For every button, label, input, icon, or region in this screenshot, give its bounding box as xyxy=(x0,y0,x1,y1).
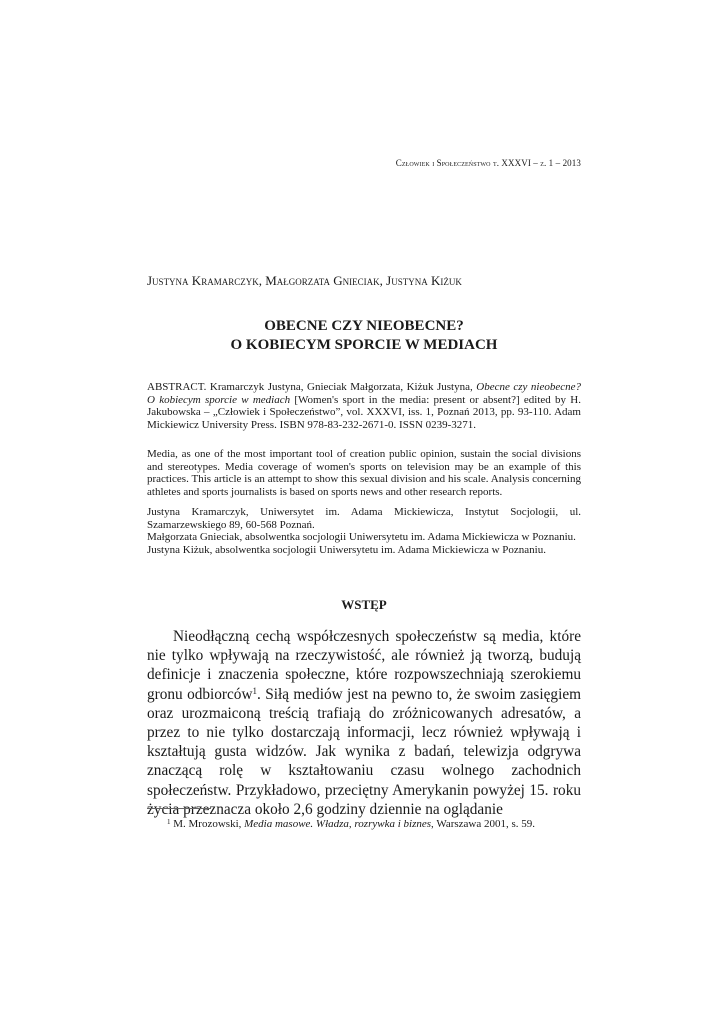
body-text xyxy=(147,627,581,819)
body-part-1: Nieodłączną cechą współczesnych społeczeństw są media, które nie tylko wpływają na rzeczywistość, ale również ją tworzą, budują definicje i znaczenia społeczne, które rozpowszechniają szerokiemu gronu odbiorców xyxy=(147,628,581,703)
abstract-lead: ABSTRACT. Kramarczyk Justyna, Gnieciak Małgorzata, Kiżuk Justyna, xyxy=(147,381,473,393)
footnote-rest: , Warszawa 2001, s. 59. xyxy=(431,818,536,830)
footnote xyxy=(167,818,535,830)
title-line-1: OBECNE CZY NIEOBECNE? xyxy=(264,318,464,334)
footnote-divider xyxy=(147,808,211,809)
authors: Justyna Kramarczyk, Małgorzata Gnieciak, Justyna Kiżuk xyxy=(147,273,462,288)
section-heading: WSTĘP xyxy=(341,597,387,612)
footnote-title: Media masowe. Władza, rozrywka i biznes xyxy=(244,818,432,830)
affiliation-1: Justyna Kramarczyk, Uniwersytet im. Adama Mickiewicza, Instytut Socjologii, ul. Szamarzewskiego 89, 60-568 Poznań. xyxy=(147,506,581,531)
summary-text: Media, as one of the most important tool of creation public opinion, sustain the social divisions and stereotypes. Media coverage of women's sports on television may be an example of this practices. This article is an attempt to show this sexual division and his scale. Analysis concerning athletes and sports journalists is based on sports news and other research reports. xyxy=(147,448,581,498)
article-title xyxy=(147,317,581,355)
footnote-number: 1 xyxy=(167,818,171,826)
body-part-2: . Siłą mediów jest na pewno to, że swoim zasięgiem oraz urozmaiconą treścią trafiają do zróżnicowanych adresatów, a przez to nie tylko dostarczają informacji, lecz również wpływają i kształtują gusta widzów. Jak wynika z badań, telewizja odgrywa znaczącą rolę w kształtowaniu czasu wolnego zachodnich społeczeństw. Przykładowo, przeciętny Amerykanin powyżej 15. roku życia przeznacza około 2,6 godziny dziennie na oglądanie xyxy=(147,685,582,818)
abstract xyxy=(147,381,581,431)
affiliation-3: Justyna Kiżuk, absolwentka socjologii Uniwersytetu im. Adama Mickiewicza w Poznaniu. xyxy=(147,543,546,556)
title-line-2: O KOBIECYM SPORCIE W MEDIACH xyxy=(230,337,498,353)
footnote-author: M. Mrozowski, xyxy=(173,818,242,830)
footnote-ref[interactable]: 1 xyxy=(252,685,257,696)
running-head: Człowiek i Społeczeństwo t. XXXVI – z. 1 – 2013 xyxy=(395,158,581,168)
affiliation-2: Małgorzata Gnieciak, absolwentka socjologii Uniwersytetu im. Adama Mickiewicza w Poznaniu. xyxy=(147,531,576,544)
english-summary xyxy=(147,448,581,498)
affiliations xyxy=(147,506,581,556)
abstract-title: Obecne czy nieobecne? O kobiecym sporcie w mediach xyxy=(147,381,581,406)
abstract-rest: [Women's sport in the media: present or absent?] edited by H. Jakubowska – „Człowiek i Społeczeństwo”, vol. XXXVI, iss. 1, Poznań 2013, pp. 93-110. Adam Mickiewicz University Press. ISBN 978-83-232-2671-0. ISSN 0239-3271. xyxy=(147,393,581,431)
